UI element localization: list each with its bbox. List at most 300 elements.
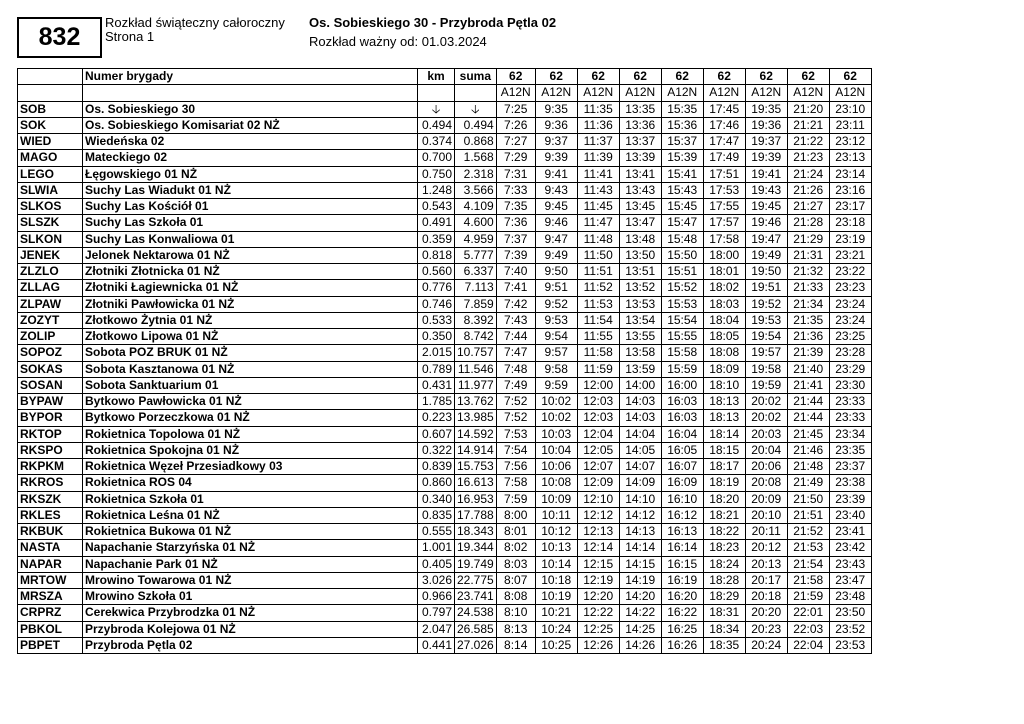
departure-time: 18:35 [703,637,745,653]
stop-name: Bytkowo Pawłowicka 01 NŻ [83,394,418,410]
departure-time: 15:54 [661,312,703,328]
header-blank-cell [18,85,83,101]
departure-time: 7:58 [496,475,535,491]
departure-time: 18:05 [703,329,745,345]
departure-time: 9:39 [535,150,577,166]
stop-km: 0.322 [418,442,455,458]
variant-cell: A12N [496,85,535,101]
stop-code: SLKON [18,231,83,247]
departure-time: 20:10 [745,507,787,523]
departure-time: 19:58 [745,361,787,377]
departure-time: 8:01 [496,524,535,540]
departure-time: 13:41 [619,166,661,182]
departure-time: 23:34 [829,426,871,442]
departure-time: 16:14 [661,540,703,556]
departure-time: 23:52 [829,621,871,637]
stop-code: ZLZLO [18,264,83,280]
stop-code: SLSZK [18,215,83,231]
departure-time: 14:10 [619,491,661,507]
stop-code: LEGO [18,166,83,182]
departure-time: 11:59 [577,361,619,377]
stop-name: Przybroda Pętla 02 [83,637,418,653]
departure-time: 21:20 [787,101,829,117]
departure-time: 13:36 [619,117,661,133]
departure-time: 9:46 [535,215,577,231]
departure-time: 9:43 [535,182,577,198]
departure-time: 10:11 [535,507,577,523]
valid-from: Rozkład ważny od: 01.03.2024 [309,34,487,49]
departure-time: 21:44 [787,410,829,426]
departure-time: 13:45 [619,199,661,215]
stop-sum: 10.757 [455,345,497,361]
table-row [18,540,872,556]
departure-time: 12:15 [577,556,619,572]
departure-time: 7:36 [496,215,535,231]
departure-time: 7:41 [496,280,535,296]
stop-km: 0.966 [418,589,455,605]
departure-time: 14:13 [619,524,661,540]
stop-sum: 11.977 [455,377,497,393]
departure-time: 16:05 [661,442,703,458]
stop-sum: 13.762 [455,394,497,410]
stop-name: Rokietnica Spokojna 01 NŻ [83,442,418,458]
stop-sum: 23.741 [455,589,497,605]
departure-time: 15:55 [661,329,703,345]
brigade-number-cell: 62 [496,69,535,85]
stop-sum: 4.109 [455,199,497,215]
departure-time: 13:52 [619,280,661,296]
table-row [18,637,872,653]
departure-time: 17:51 [703,166,745,182]
table-row [18,182,872,198]
stop-code: WIED [18,134,83,150]
departure-time: 18:00 [703,247,745,263]
departure-time: 19:51 [745,280,787,296]
departure-time: 20:11 [745,524,787,540]
departure-time: 12:00 [577,377,619,393]
departure-time: 21:41 [787,377,829,393]
stop-sum: 4.600 [455,215,497,231]
variant-cell: A12N [661,85,703,101]
departure-time: 21:35 [787,312,829,328]
table-row [18,101,872,117]
departure-time: 12:14 [577,540,619,556]
stop-name: Złotniki Złotnicka 01 NŻ [83,264,418,280]
departure-time: 11:37 [577,134,619,150]
stop-km: 0.494 [418,117,455,133]
departure-time: 7:40 [496,264,535,280]
departure-time: 12:12 [577,507,619,523]
departure-time: 17:46 [703,117,745,133]
departure-time: 8:00 [496,507,535,523]
stop-km: 0.491 [418,215,455,231]
departure-time: 9:36 [535,117,577,133]
departure-time: 20:12 [745,540,787,556]
departure-time: 19:52 [745,296,787,312]
departure-time: 13:39 [619,150,661,166]
stop-name: Złotniki Pawłowicka 01 NŻ [83,296,418,312]
departure-time: 12:03 [577,394,619,410]
table-row [18,556,872,572]
departure-time: 10:09 [535,491,577,507]
departure-time: 21:49 [787,475,829,491]
variant-header-row [18,85,872,101]
table-row [18,394,872,410]
departure-time: 23:50 [829,605,871,621]
departure-time: 9:51 [535,280,577,296]
stop-name: Mrowino Towarowa 01 NŻ [83,572,418,588]
departure-time: 14:12 [619,507,661,523]
departure-time: 10:19 [535,589,577,605]
departure-time: 13:51 [619,264,661,280]
departure-time: 13:37 [619,134,661,150]
stop-code: SOK [18,117,83,133]
stop-code: RKLES [18,507,83,523]
departure-time: 23:12 [829,134,871,150]
stop-km: 1.001 [418,540,455,556]
departure-time: 7:29 [496,150,535,166]
stop-km: 0.555 [418,524,455,540]
departure-time: 11:45 [577,199,619,215]
departure-time: 23:25 [829,329,871,345]
departure-time: 13:53 [619,296,661,312]
table-row [18,426,872,442]
stop-sum: 14.914 [455,442,497,458]
departure-time: 7:53 [496,426,535,442]
stop-name: Rokietnica ROS 04 [83,475,418,491]
departure-time: 17:58 [703,231,745,247]
departure-time: 20:17 [745,572,787,588]
stop-sum: 3.566 [455,182,497,198]
stop-sum: 8.742 [455,329,497,345]
departure-time: 10:13 [535,540,577,556]
departure-time: 20:04 [745,442,787,458]
departure-time: 18:15 [703,442,745,458]
departure-time: 18:17 [703,459,745,475]
variant-cell: A12N [787,85,829,101]
departure-time: 23:18 [829,215,871,231]
departure-time: 18:03 [703,296,745,312]
timetable [17,68,872,654]
departure-time: 10:02 [535,410,577,426]
table-row [18,361,872,377]
departure-time: 11:55 [577,329,619,345]
stop-name: Napachanie Starzyńska 01 NŻ [83,540,418,556]
departure-time: 21:51 [787,507,829,523]
departure-time: 10:18 [535,572,577,588]
departure-time: 21:27 [787,199,829,215]
stop-name: Wiedeńska 02 [83,134,418,150]
stop-km: 0.750 [418,166,455,182]
stop-sum: 4.959 [455,231,497,247]
table-row [18,442,872,458]
departure-time: 21:33 [787,280,829,296]
departure-time: 9:57 [535,345,577,361]
departure-time: 9:59 [535,377,577,393]
departure-time: 7:47 [496,345,535,361]
departure-time: 14:00 [619,377,661,393]
departure-time: 23:24 [829,312,871,328]
departure-time: 14:19 [619,572,661,588]
departure-time: 9:50 [535,264,577,280]
table-row [18,199,872,215]
sum-header: suma [455,69,497,85]
departure-time: 7:52 [496,410,535,426]
departure-time: 21:31 [787,247,829,263]
route-name: Os. Sobieskiego 30 - Przybroda Pętla 02 [309,15,557,30]
departure-time: 12:20 [577,589,619,605]
departure-time: 23:17 [829,199,871,215]
brigade-number-cell: 62 [703,69,745,85]
stop-code: ZLLAG [18,280,83,296]
stop-code: SLKOS [18,199,83,215]
departure-time: 15:35 [661,101,703,117]
table-row [18,621,872,637]
stop-km: 0.700 [418,150,455,166]
departure-time: 14:26 [619,637,661,653]
departure-time: 11:47 [577,215,619,231]
departure-time: 21:59 [787,589,829,605]
table-row [18,605,872,621]
departure-time: 21:52 [787,524,829,540]
departure-time: 9:47 [535,231,577,247]
departure-time: 16:25 [661,621,703,637]
stop-name: Rokietnica Szkoła 01 [83,491,418,507]
departure-time: 9:52 [535,296,577,312]
table-row [18,215,872,231]
departure-time: 12:10 [577,491,619,507]
stop-km: 0.797 [418,605,455,621]
stop-sum: 2.318 [455,166,497,182]
departure-time: 13:48 [619,231,661,247]
departure-time: 15:41 [661,166,703,182]
departure-time: 18:28 [703,572,745,588]
table-row [18,475,872,491]
departure-time: 18:13 [703,394,745,410]
stop-name: Złotkowo Lipowa 01 NŻ [83,329,418,345]
departure-time: 10:06 [535,459,577,475]
stop-code: ZLPAW [18,296,83,312]
stop-sum: 19.749 [455,556,497,572]
departure-time: 19:43 [745,182,787,198]
table-row [18,377,872,393]
departure-time: 16:15 [661,556,703,572]
departure-time: 14:09 [619,475,661,491]
departure-time: 13:35 [619,101,661,117]
departure-time: 19:36 [745,117,787,133]
stop-code: MRSZA [18,589,83,605]
departure-time: 7:59 [496,491,535,507]
departure-time: 21:21 [787,117,829,133]
departure-time: 19:45 [745,199,787,215]
stop-km: 0.789 [418,361,455,377]
departure-time: 12:13 [577,524,619,540]
departure-time: 18:19 [703,475,745,491]
departure-time: 11:41 [577,166,619,182]
stop-sum: 0.868 [455,134,497,150]
departure-time: 12:25 [577,621,619,637]
stop-name: Rokietnica Węzeł Przesiadkowy 03 [83,459,418,475]
departure-time: 16:07 [661,459,703,475]
stop-code: SOKAS [18,361,83,377]
departure-time: 16:13 [661,524,703,540]
stop-name: Rokietnica Leśna 01 NŻ [83,507,418,523]
departure-time: 14:05 [619,442,661,458]
departure-time: 23:33 [829,394,871,410]
departure-time: 20:24 [745,637,787,653]
departure-time: 13:58 [619,345,661,361]
departure-time: 15:48 [661,231,703,247]
departure-time: 8:08 [496,589,535,605]
stop-name: Sobota Sanktuarium 01 [83,377,418,393]
departure-time: 9:45 [535,199,577,215]
departure-time: 13:59 [619,361,661,377]
departure-time: 21:45 [787,426,829,442]
departure-time: 19:41 [745,166,787,182]
table-row [18,345,872,361]
departure-time: 14:03 [619,394,661,410]
stop-code: SOPOZ [18,345,83,361]
stop-name: Jelonek Nektarowa 01 NŻ [83,247,418,263]
stop-km: 0.560 [418,264,455,280]
departure-time: 13:47 [619,215,661,231]
stop-name: Złotniki Łagiewnicka 01 NŻ [83,280,418,296]
departure-time: 12:07 [577,459,619,475]
departure-time: 21:26 [787,182,829,198]
departure-time: 10:25 [535,637,577,653]
header-blank-cell [455,85,497,101]
stop-km: 0.340 [418,491,455,507]
stop-km: 0.607 [418,426,455,442]
brigade-number-cell: 62 [535,69,577,85]
departure-time: 17:53 [703,182,745,198]
departure-time: 18:22 [703,524,745,540]
departure-time: 23:30 [829,377,871,393]
departure-time: 17:57 [703,215,745,231]
departure-time: 7:27 [496,134,535,150]
stop-sum: 22.775 [455,572,497,588]
departure-time: 16:12 [661,507,703,523]
stop-name: Rokietnica Bukowa 01 NŻ [83,524,418,540]
departure-time: 7:43 [496,312,535,328]
departure-time: 20:06 [745,459,787,475]
stop-code: NAPAR [18,556,83,572]
stop-name: Cerekwica Przybrodzka 01 NŻ [83,605,418,621]
departure-time: 11:58 [577,345,619,361]
departure-time: 7:37 [496,231,535,247]
departure-time: 21:24 [787,166,829,182]
stop-name: Bytkowo Porzeczkowa 01 NŻ [83,410,418,426]
departure-time: 21:36 [787,329,829,345]
departure-time: 21:50 [787,491,829,507]
departure-time: 23:38 [829,475,871,491]
departure-time: 7:39 [496,247,535,263]
departure-time: 10:14 [535,556,577,572]
departure-time: 9:35 [535,101,577,117]
stop-code: RKSPO [18,442,83,458]
stop-code: MRTOW [18,572,83,588]
stop-sum: 27.026 [455,637,497,653]
departure-time: 14:14 [619,540,661,556]
departure-time: 18:29 [703,589,745,605]
departure-time: 7:26 [496,117,535,133]
departure-time: 23:47 [829,572,871,588]
departure-time: 18:20 [703,491,745,507]
stop-code: ZOLIP [18,329,83,345]
departure-time: 15:45 [661,199,703,215]
departure-time: 12:09 [577,475,619,491]
departure-time: 21:53 [787,540,829,556]
departure-time: 8:07 [496,572,535,588]
departure-time: 8:14 [496,637,535,653]
departure-time: 16:04 [661,426,703,442]
departure-time: 23:11 [829,117,871,133]
departure-time: 19:37 [745,134,787,150]
departure-time: 16:20 [661,589,703,605]
stop-sum: 6.337 [455,264,497,280]
departure-time: 21:23 [787,150,829,166]
stop-name: Suchy Las Wiadukt 01 NŻ [83,182,418,198]
stop-code: RKPKM [18,459,83,475]
departure-time: 12:03 [577,410,619,426]
departure-time: 15:37 [661,134,703,150]
stop-sum: 7.859 [455,296,497,312]
table-row [18,296,872,312]
departure-time: 23:37 [829,459,871,475]
header-blank-cell [18,69,83,85]
stop-sum: 15.753 [455,459,497,475]
departure-time: 8:10 [496,605,535,621]
table-row [18,134,872,150]
stop-sum: 16.953 [455,491,497,507]
stop-code: RKSZK [18,491,83,507]
stop-sum: 19.344 [455,540,497,556]
departure-time: 22:04 [787,637,829,653]
stop-km: 3.026 [418,572,455,588]
departure-time: 23:33 [829,410,871,426]
departure-time: 20:18 [745,589,787,605]
stop-name: Os. Sobieskiego 30 [83,101,418,117]
departure-time: 14:04 [619,426,661,442]
stop-km: 0.223 [418,410,455,426]
departure-time: 15:53 [661,296,703,312]
departure-time: 21:39 [787,345,829,361]
table-row [18,459,872,475]
brigade-number-cell: 62 [577,69,619,85]
departure-time: 16:03 [661,410,703,426]
stop-code: CRPRZ [18,605,83,621]
stop-km: 0.431 [418,377,455,393]
departure-time: 18:02 [703,280,745,296]
departure-time: 10:02 [535,394,577,410]
table-row [18,150,872,166]
departure-time: 19:53 [745,312,787,328]
departure-time: 20:09 [745,491,787,507]
km-header: km [418,69,455,85]
departure-time: 15:43 [661,182,703,198]
departure-time: 19:47 [745,231,787,247]
departure-time: 21:46 [787,442,829,458]
departure-time: 18:10 [703,377,745,393]
stop-sum: 24.538 [455,605,497,621]
table-row [18,117,872,133]
departure-time: 10:04 [535,442,577,458]
departure-time: 21:29 [787,231,829,247]
stop-sum: 8.392 [455,312,497,328]
stop-code: RKBUK [18,524,83,540]
schedule-type: Rozkład świąteczny całoroczny [105,15,285,30]
departure-time: 15:36 [661,117,703,133]
